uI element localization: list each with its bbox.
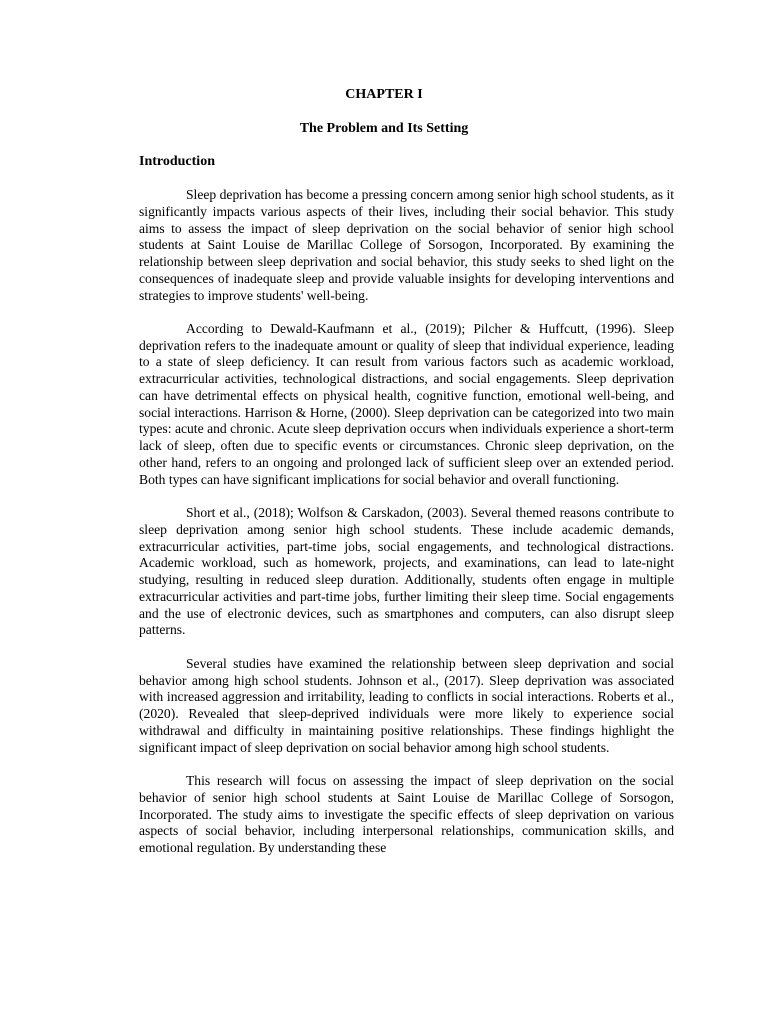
paragraph: According to Dewald-Kaufmann et al., (2019); Pilcher & Huffcutt, (1996). Sleep deprivation refers to the inadequate amount or quality of sleep that individual experience, leading to a state of sleep deficiency. It can result from various factors such as academic workload, extracurricular activities, technological distractions, and social engagements. Sleep deprivation can have detrimental effects on physical health, cognitive function, emotional well-being, and social interactions. Harrison & Horne, (2000). Sleep deprivation can be categorized into two main types: acute and chronic. Acute sleep deprivation occurs when individuals experience a short-term lack of sleep, often due to specific events or circumstances. Chronic sleep deprivation, on the other hand, refers to an ongoing and prolonged lack of sufficient sleep over an extended period. Both types can have significant implications for social behavior and overall functioning.: [139, 320, 674, 487]
paragraph: Sleep deprivation has become a pressing concern among senior high school students, as it significantly impacts various aspects of their lives, including their social behavior. This study aims to assess the impact of sleep deprivation on the social behavior of senior high school students at Saint Louise de Marillac College of Sorsogon, Incorporated. By examining the relationship between sleep deprivation and social behavior, this study seeks to shed light on the consequences of inadequate sleep and provide valuable insights for developing interventions and strategies to improve students' well-being.: [139, 187, 674, 303]
paragraph: Several studies have examined the relationship between sleep deprivation and social behavior among high school students. Johnson et al., (2017). Sleep deprivation was associated with increased aggression and irritability, leading to conflicts in social interactions. Roberts et al., (2020). Revealed that sleep-deprived individuals were more likely to experience social withdrawal and difficulty in maintaining positive relationships. These findings highlight the significant impact of sleep deprivation on social behavior among high school students.: [139, 655, 674, 755]
section-heading: Introduction: [139, 154, 215, 169]
paragraph: This research will focus on assessing the impact of sleep deprivation on the social behavior of senior high school students at Saint Louise de Marillac College of Sorsogon, Incorporated. The study aims to investigate the specific effects of sleep deprivation on various aspects of social behavior, including interpersonal relationships, communication skills, and emotional regulation. By understanding these: [139, 773, 674, 855]
document-body: [139, 187, 674, 873]
chapter-heading: CHAPTER I: [345, 87, 423, 102]
paragraph: Short et al., (2018); Wolfson & Carskadon, (2003). Several themed reasons contribute to sleep deprivation among senior high school students. These include academic demands, extracurricular activities, part-time jobs, social engagements, and technological distractions. Academic workload, such as homework, projects, and examinations, can lead to late-night studying, resulting in reduced sleep duration. Additionally, students often engage in multiple extracurricular activities and part-time jobs, further limiting their sleep time. Social engagements and the use of electronic devices, such as smartphones and computers, can also disrupt sleep patterns.: [139, 505, 674, 638]
chapter-title: The Problem and Its Setting: [299, 121, 469, 136]
